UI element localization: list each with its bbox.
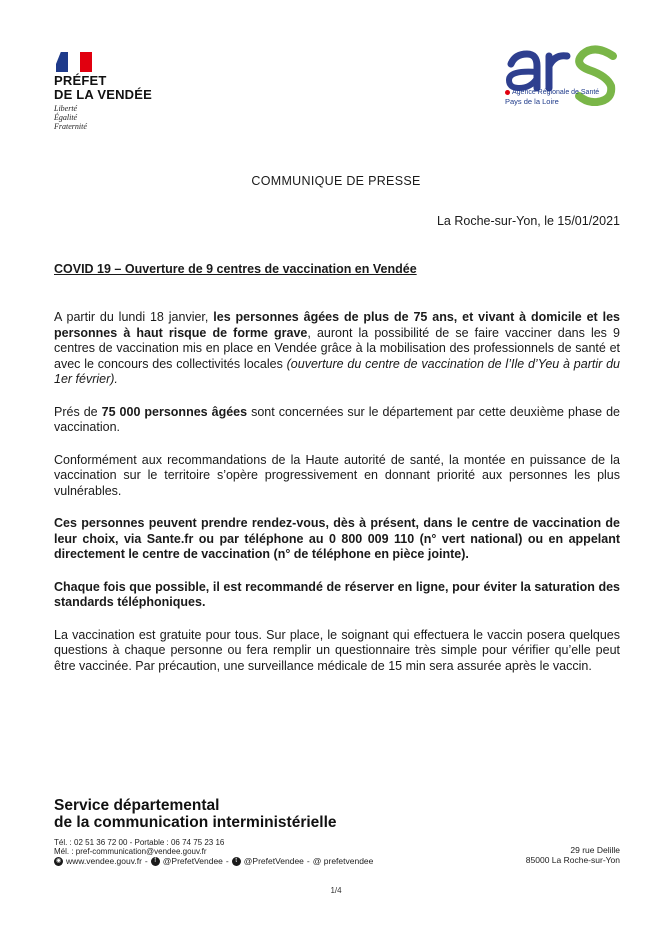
- prefet-logo-block: [54, 52, 204, 131]
- place-date: La Roche-sur-Yon, le 15/01/2021: [436, 214, 620, 228]
- separator: -: [306, 856, 310, 866]
- paragraph-1: [54, 310, 620, 388]
- contact-details: [54, 838, 224, 856]
- twitter-icon: t: [232, 857, 241, 866]
- address-line1: 29 rue Delille: [570, 845, 620, 855]
- document-type: COMMUNIQUE DE PRESSE: [251, 174, 421, 188]
- paragraph-5: Chaque fois que possible, il est recommandé de réserver en ligne, pour éviter la saturation des standards téléphoniques.: [54, 579, 620, 609]
- republic-motto: [54, 104, 204, 131]
- address-line2: 85000 La Roche-sur-Yon: [525, 855, 620, 865]
- p1-text-c: , auront la possibilité de se faire vacciner dans les 9 centres de vaccination mis en place en Vendée grâce à la mobilisation des professionnels de santé et avec le concours des collectivités locales: [54, 325, 620, 371]
- service-line1: Service départemental: [54, 797, 220, 814]
- phone-line: Tél. : 02 51 36 72 00 - Portable : 06 74 75 23 16: [54, 838, 225, 847]
- facebook-link[interactable]: @PrefetVendee: [162, 856, 223, 866]
- headline: COVID 19 – Ouverture de 9 centres de vaccination en Vendée: [54, 262, 417, 276]
- p2-text-c: sont concernées sur le département par cette deuxième phase de vaccination.: [54, 404, 620, 434]
- paragraph-3: Conformément aux recommandations de la Haute autorité de santé, la montée en puissance de la vaccination sur le territoire s’opère progressivement en donnant priorité aux personnes les plus vulnérables.: [54, 452, 620, 498]
- prefet-title: [54, 74, 204, 102]
- marianne-flag-icon: [56, 52, 92, 72]
- separator: -: [225, 856, 229, 866]
- motto-egalite: Égalité: [54, 113, 78, 122]
- service-name: [54, 797, 337, 831]
- prefet-title-line2: DE LA VENDÉE: [54, 87, 152, 102]
- postal-address: [526, 845, 620, 865]
- ars-name: Agence Régionale de Santé: [512, 89, 600, 96]
- p2-bold: 75 000 personnes âgées: [101, 404, 248, 419]
- email-line: Mél. : pref-communication@vendee.gouv.fr: [54, 847, 207, 856]
- p1-italic: (ouverture du centre de vaccination de l’Ile d’Yeu à partir du 1er février).: [54, 356, 620, 386]
- social-links: [54, 856, 373, 866]
- page-number: 1/4: [330, 886, 342, 895]
- motto-fraternite: Fraternité: [54, 122, 87, 131]
- ars-region: Pays de la Loire: [505, 97, 559, 106]
- separator: -: [144, 856, 148, 866]
- facebook-icon: f: [151, 857, 160, 866]
- press-release-body: [54, 310, 620, 691]
- paragraph-6: La vaccination est gratuite pour tous. Sur place, le soignant qui effectuera le vaccin posera quelques questions à chaque personne ou fera remplir un questionnaire très simple pour vérifier qu’elle peut être vaccinée. Par précaution, une surveillance médicale de 15 min sera assurée après le vaccin.: [54, 627, 620, 673]
- p1-text-a: A partir du lundi 18 janvier,: [54, 310, 214, 324]
- p2-text-a: Prés de: [54, 404, 102, 419]
- service-line2: de la communication interministérielle: [54, 814, 337, 831]
- ars-red-dot-icon: [505, 90, 510, 95]
- prefet-title-line1: PRÉFET: [54, 73, 107, 88]
- twitter-link[interactable]: @PrefetVendee: [243, 856, 304, 866]
- ars-logo-block: [503, 42, 623, 122]
- instagram-link[interactable]: @ prefetvendee: [312, 856, 374, 866]
- motto-liberte: Liberté: [54, 104, 78, 113]
- p1-bold: les personnes âgées de plus de 75 ans, et vivant à domicile et les personnes à haut risque de forme grave: [54, 310, 620, 340]
- paragraph-4: Ces personnes peuvent prendre rendez-vous, dès à présent, dans le centre de vaccination de leur choix, via Sante.fr ou par téléphone au 0 800 009 110 (n° vert national) ou en appelant directement le centre de vaccination (n° de téléphone en pièce jointe).: [54, 516, 620, 561]
- globe-icon: ◉: [55, 857, 62, 864]
- paragraph-2: [54, 405, 620, 436]
- website-link[interactable]: www.vendee.gouv.fr: [66, 856, 142, 866]
